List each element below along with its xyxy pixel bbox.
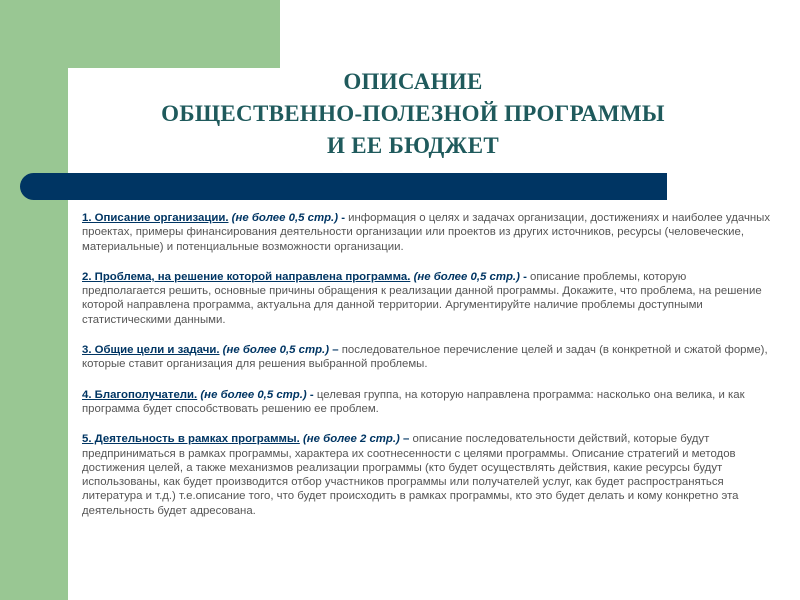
section-problem (82, 270, 772, 327)
slide-content (82, 211, 772, 534)
section-heading: 1. Описание организации. (82, 212, 229, 224)
section-text: описание проблемы, которую предполагается решить, основные причины обращения к реализации данной программы. Докажите, что проблема, на решение которой направлена программа, актуальна для данной территории. Аргументируйте наличие проблемы доступными статистическими данными. (82, 270, 762, 326)
section-dash: - (523, 270, 527, 283)
section-goals (82, 343, 772, 372)
section-beneficiaries (82, 388, 772, 417)
section-heading: 2. Проблема, на решение которой направлена программа. (82, 270, 411, 283)
section-length-note: (не более 0,5 стр.) (222, 344, 330, 357)
section-dash: - (341, 212, 345, 224)
section-organization (82, 211, 772, 254)
section-dash: – (403, 433, 410, 446)
section-length-note: (не более 0,5 стр.) (413, 270, 520, 283)
title-line-2: ОБЩЕСТВЕННО-ПОЛЕЗНОЙ ПРОГРАММЫ (161, 101, 665, 126)
section-text: описание последовательности действий, которые будут предприниматься в рамках программы, характера их соотнесенности с целями программы. Описание стратегий и методов достижения целей, а также механизмов реализации программы (кто будет осуществлять действия, какие ресурсы будут использованы, как будет производится отбор участников программы или получателей услуг, как будет распространяться литература и т.д.) т.е.описание того, что будет происходить в рамках программы, кто это будет делать и кому конкретно эта деятельность будет адресована. (82, 433, 739, 517)
section-length-note: (не более 2 стр.) (303, 433, 400, 446)
section-dash: - (309, 388, 314, 401)
section-length-note: (не более 0,5 стр.) (200, 388, 307, 401)
section-text: информация о целях и задачах организации, достижениях и наиболее удачных проектах, примеры финансирования деятельности организации или проектов из других источников, ресурсы (человеческие, материальные) и потенциальные возможности организации. (82, 212, 771, 253)
section-heading: 3. Общие цели и задачи. (82, 344, 220, 357)
section-text: целевая группа, на которую направлена программа: насколько она велика, и как программа будет способствовать решению ее проблем. (82, 388, 745, 415)
section-heading: 5. Деятельность в рамках программы. (82, 433, 300, 446)
section-length-note: (не более 0,5 стр.) (231, 212, 339, 224)
decorative-green-band-top (68, 0, 280, 68)
title-line-1: ОПИСАНИЕ (343, 69, 483, 94)
section-text: последовательное перечисление целей и задач (в конкретной и сжатой форме), которые ставит организация для решения выбранной проблемы. (82, 344, 768, 371)
slide-title (98, 66, 728, 162)
title-divider-bar (20, 173, 667, 200)
section-heading: 4. Благополучатели. (82, 388, 198, 401)
decorative-green-band-left (0, 0, 68, 600)
section-activities (82, 432, 772, 518)
title-line-3: И ЕЕ БЮДЖЕТ (327, 133, 499, 158)
section-dash: – (332, 344, 339, 357)
